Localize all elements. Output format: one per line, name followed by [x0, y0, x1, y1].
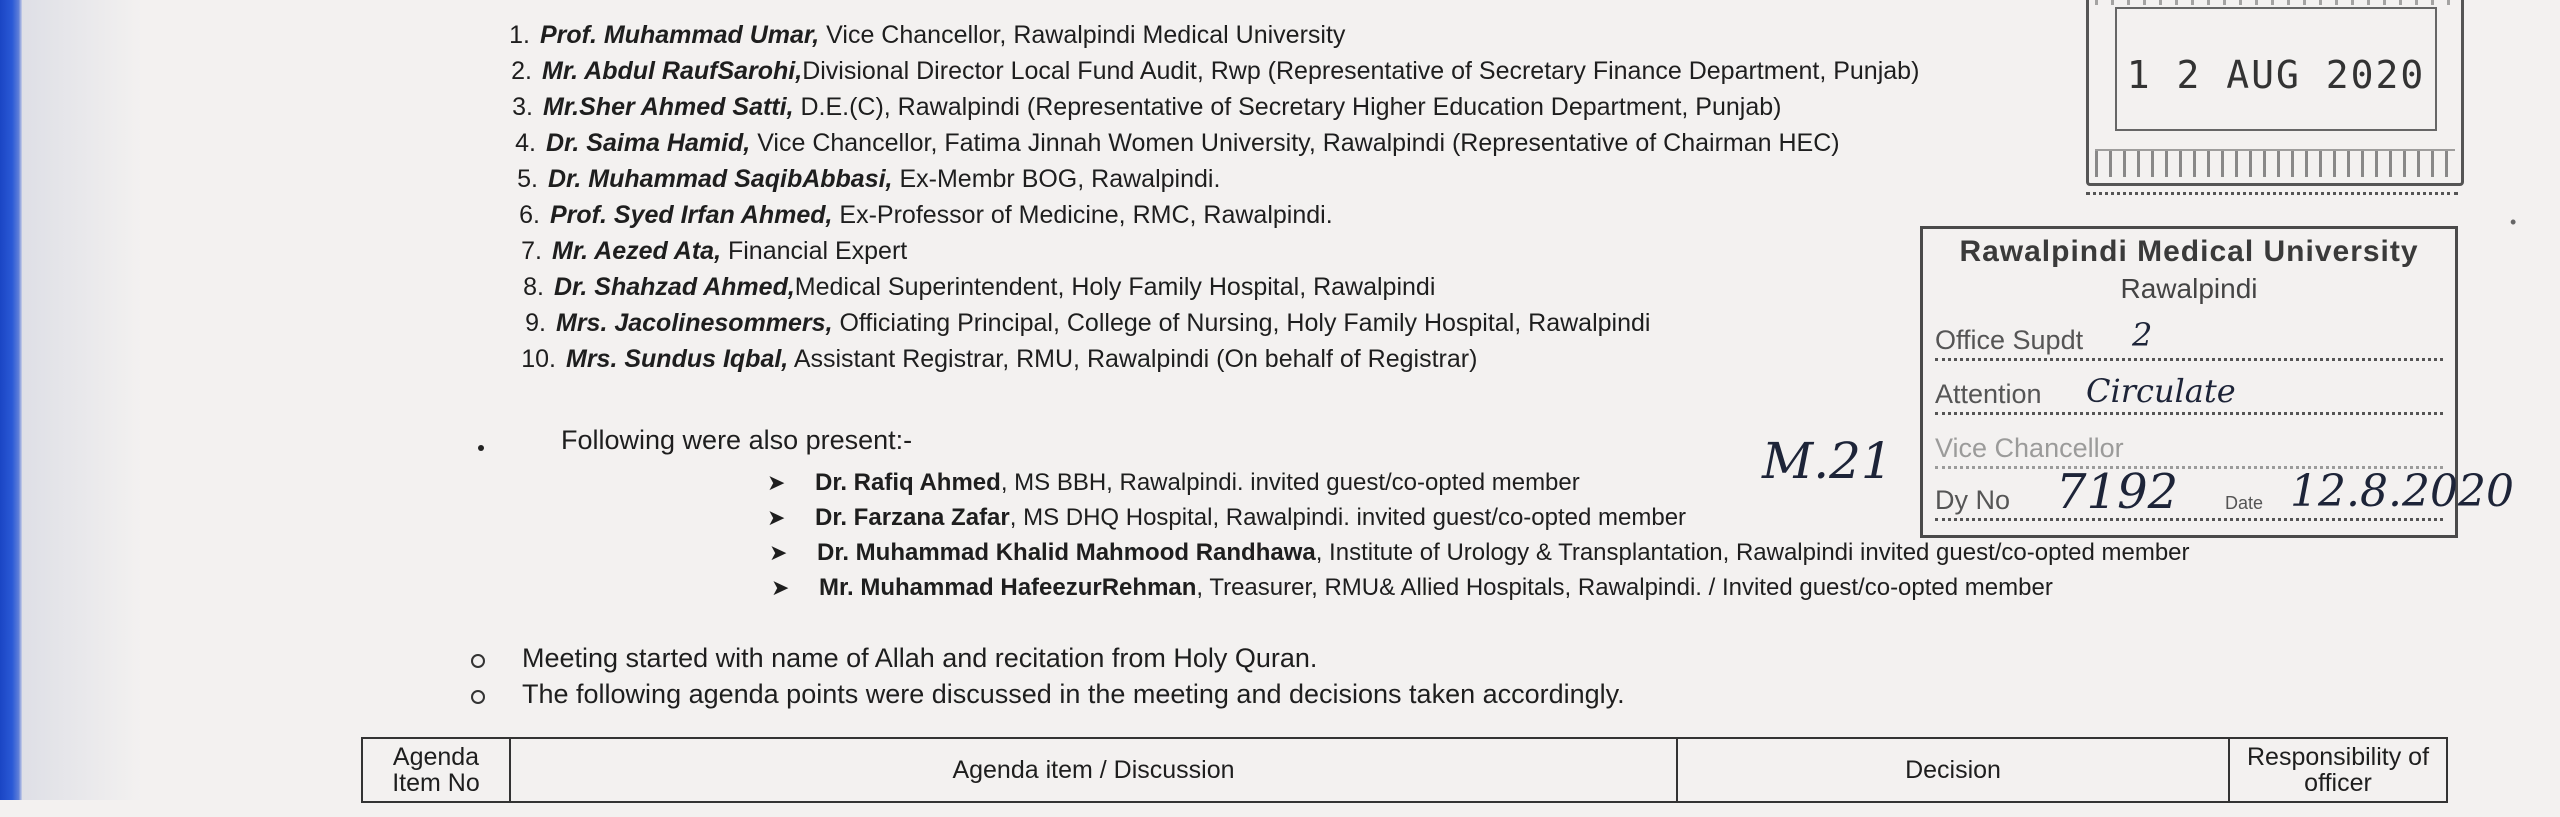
member-number: 7.	[521, 237, 542, 265]
agenda-table-wrapper	[361, 737, 2446, 817]
blue-edge-strip	[0, 0, 22, 800]
member-number: 9.	[525, 309, 546, 337]
member-role: Vice Chancellor, Rawalpindi Medical University	[819, 21, 1346, 49]
stray-mark: •	[2510, 212, 2517, 232]
member-number: 4.	[515, 129, 536, 157]
bullet-item	[522, 642, 1317, 674]
stamp-subtitle: Rawalpindi	[2120, 273, 2258, 304]
stamp-date: 1 2 AUG 2020	[2126, 53, 2426, 97]
guest-role: , MS BBH, Rawalpindi. invited guest/co-opted member	[1000, 469, 1580, 496]
member-item	[515, 128, 1840, 158]
bullet-text: Meeting started with name of Allah and recitation from Holy Quran.	[522, 643, 1318, 673]
handwritten-diary-date: 12.8.2020	[2290, 466, 2514, 517]
member-name: Mr.Sher Ahmed Satti,	[543, 93, 794, 121]
member-role: D.E.(C), Rawalpindi (Representative of Secretary Higher Education Department, Punjab)	[793, 93, 1782, 121]
member-item	[521, 236, 908, 266]
guest-name: Dr. Farzana Zafar	[815, 504, 1010, 531]
stamp-row-label: Office Supdt	[1935, 325, 2084, 355]
stamp-title: Rawalpindi Medical University	[1959, 235, 2419, 268]
page-edge-shadow	[22, 0, 142, 800]
guest-item	[767, 503, 1687, 533]
circle-bullet-icon	[471, 654, 485, 668]
member-number: 1.	[509, 21, 530, 49]
arrow-bullet-icon: ➤	[767, 505, 786, 530]
member-role: Financial Expert	[721, 237, 908, 265]
arrow-bullet-icon: ➤	[769, 540, 788, 565]
stamp-row	[1935, 325, 2443, 365]
member-item	[511, 56, 1920, 86]
handwritten-diary-number: 7192	[2056, 464, 2179, 520]
agenda-table	[361, 737, 2448, 803]
member-name: Prof. Muhammad Umar,	[540, 21, 820, 49]
member-name: Dr. Muhammad SaqibAbbasi,	[548, 165, 893, 193]
handwritten-supdt-mark: 2	[2132, 316, 2153, 354]
member-item	[519, 200, 1333, 230]
column-header-discussion: Agenda item / Discussion	[510, 738, 1677, 802]
member-role: Assistant Registrar, RMU, Rawalpindi (On behalf of Registrar)	[788, 345, 1478, 373]
stamp-date-box	[2115, 7, 2437, 131]
handwritten-attention-note: Circulate	[2086, 372, 2236, 410]
guest-role: , Institute of Urology & Transplantation, Rawalpindi invited guest/co-opted member	[1315, 539, 2190, 566]
guest-name: Dr. Muhammad Khalid Mahmood Randhawa	[817, 539, 1316, 566]
member-number: 5.	[517, 165, 538, 193]
member-item	[512, 92, 1782, 122]
guest-role: , Treasurer, RMU& Allied Hospitals, Rawalpindi. / Invited guest/co-opted member	[1196, 574, 2053, 601]
guest-item	[771, 573, 2053, 603]
dotted-separator	[2086, 192, 2458, 195]
member-role: Divisional Director Local Fund Audit, Rwp (Representative of Secretary Finance Department, Punjab)	[802, 57, 1920, 85]
member-item	[517, 164, 1221, 194]
member-number: 8.	[523, 273, 544, 301]
member-role: Ex-Membr BOG, Rawalpindi.	[892, 165, 1221, 193]
guest-name: Mr. Muhammad HafeezurRehman	[819, 574, 1197, 601]
bullet-dot	[478, 445, 484, 451]
table-header-row	[362, 738, 2447, 802]
member-name: Dr. Saima Hamid,	[546, 129, 751, 157]
stamp-row-label: Attention	[1935, 379, 2042, 409]
member-item	[521, 344, 1478, 374]
member-item	[509, 20, 1346, 50]
member-role: Vice Chancellor, Fatima Jinnah Women University, Rawalpindi (Representative of Chairman HEC)	[750, 129, 1840, 157]
present-heading: Following were also present:-	[561, 425, 913, 455]
stamp-border-pattern	[2095, 149, 2455, 177]
guest-item	[769, 538, 2190, 568]
stamp-row-label: Vice Chancellor	[1935, 433, 2124, 463]
member-name: Mr. Aezed Ata,	[552, 237, 722, 265]
member-name: Dr. Shahzad Ahmed,	[554, 273, 795, 301]
stamp-border-pattern	[2095, 0, 2455, 5]
member-role: Officiating Principal, College of Nursing, Holy Family Hospital, Rawalpindi	[832, 309, 1651, 337]
column-header-agenda-no: Agenda Item No	[362, 738, 510, 802]
member-role: Ex-Professor of Medicine, RMC, Rawalpindi.	[832, 201, 1333, 229]
stamp-row-label: Date	[2225, 493, 2264, 513]
member-number: 3.	[512, 93, 533, 121]
member-number: 6.	[519, 201, 540, 229]
member-number: 10.	[521, 345, 556, 373]
member-name: Mrs. Sundus Iqbal,	[566, 345, 789, 373]
arrow-bullet-icon: ➤	[771, 575, 790, 600]
member-name: Mr. Abdul RaufSarohi,	[542, 57, 803, 85]
arrow-bullet-icon: ➤	[767, 470, 786, 495]
member-name: Prof. Syed Irfan Ahmed,	[550, 201, 833, 229]
received-stamp	[2086, 0, 2464, 186]
member-item	[523, 272, 1436, 302]
member-name: Mrs. Jacolinesommers,	[556, 309, 833, 337]
handwritten-margin-note: M.21	[1762, 432, 1893, 490]
bullet-item	[522, 678, 1625, 710]
guest-name: Dr. Rafiq Ahmed	[815, 469, 1001, 496]
column-header-responsibility: Responsibility of officer	[2229, 738, 2447, 802]
stamp-row-label: Dy No	[1935, 485, 2011, 515]
member-item	[525, 308, 1651, 338]
circle-bullet-icon	[471, 690, 485, 704]
member-number: 2.	[511, 57, 532, 85]
guest-item	[767, 468, 1580, 498]
member-role: Medical Superintendent, Holy Family Hospital, Rawalpindi	[794, 273, 1436, 301]
column-header-decision: Decision	[1677, 738, 2229, 802]
bullet-text: The following agenda points were discussed in the meeting and decisions taken accordingly.	[522, 679, 1625, 709]
guest-role: , MS DHQ Hospital, Rawalpindi. invited guest/co-opted member	[1009, 504, 1687, 531]
